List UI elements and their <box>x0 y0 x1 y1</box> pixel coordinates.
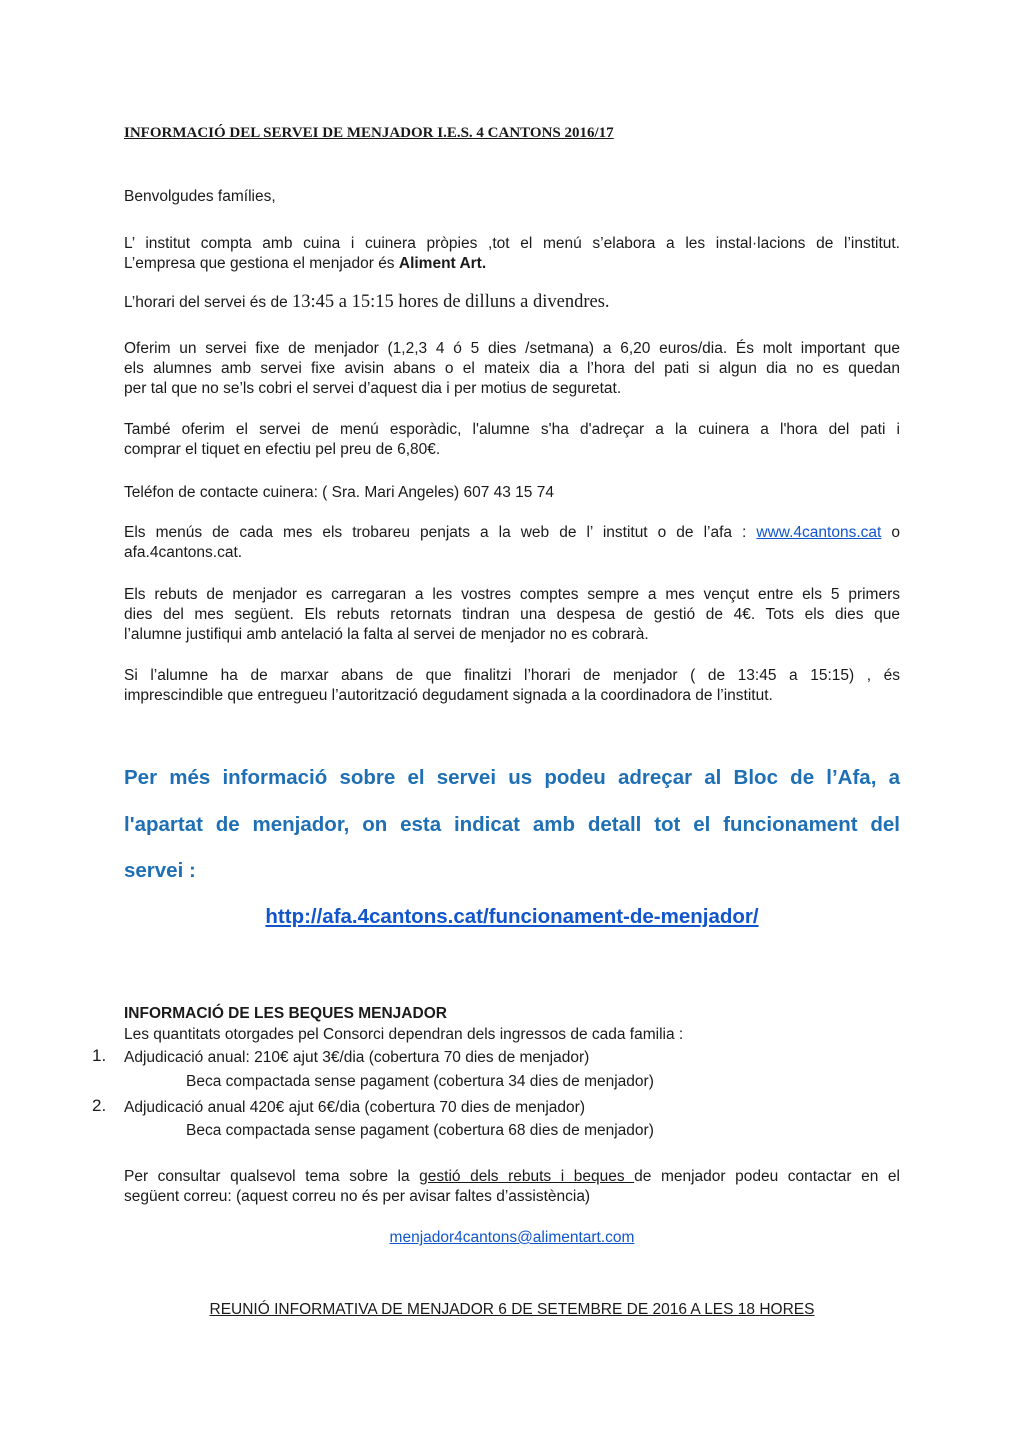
paragraph-kitchen-line1: L’ institut compta amb cuina i cuinera pròpies ,tot el menú s’elabora a les instal·lacions de l’institut. <box>124 235 900 252</box>
grant-item-sub: Beca compactada sense pagament (cobertura 34 dies de menjador) <box>186 1073 654 1090</box>
paragraph-early-leave <box>124 666 900 706</box>
paragraph-early-leave-line1: Si l’alumne ha de marxar abans de que finalitzi l’horari de menjador ( de 13:45 a 15:15) , és <box>124 667 900 684</box>
paragraph-receipts <box>124 585 900 645</box>
paragraph-fixed-line3: per tal que no se’ls cobri el servei d’aquest dia i per motius de seguretat. <box>124 380 622 397</box>
page-title: INFORMACIÓ DEL SERVEI DE MENJADOR I.E.S. 4 CANTONS 2016/17 <box>124 125 614 141</box>
email-line <box>0 1229 1024 1247</box>
afa-url-line <box>0 905 1024 929</box>
paragraph-contact-line1-suffix: de menjador podeu contactar en el <box>634 1168 900 1185</box>
paragraph-sporadic-line1: També oferim el servei de menú esporàdic, l'alumne s'ha d'adreçar a la cuinera a l'hora del pati i <box>124 421 900 438</box>
paragraph-menus-line1-suffix: o <box>881 524 900 541</box>
paragraph-contact-line2: següent correu: (aquest correu no és per avisar faltes d’assistència) <box>124 1188 591 1205</box>
grants-intro: Les quantitats otorgades pel Consorci dependran dels ingressos de cada familia : <box>124 1026 684 1043</box>
paragraph-early-leave-line2: imprescindible que entregueu l’autorització degudament signada a la coordinadora de l’institut. <box>124 687 773 704</box>
paragraph-fixed-line2: els alumnes amb servei fixe avisin abans o el mateix dia a l’hora del pati si algun dia no es quedan <box>124 360 900 377</box>
receipts-grants-underlined: gestió dels rebuts i beques <box>419 1168 635 1185</box>
paragraph-kitchen <box>124 234 900 274</box>
paragraph-contact-line1-text: Per consultar qualsevol tema sobre la <box>124 1168 420 1185</box>
cook-phone: Teléfon de contacte cuinera: ( Sra. Mari Angeles) 607 43 15 74 <box>124 484 554 501</box>
paragraph-contact <box>124 1167 900 1207</box>
paragraph-fixed-service <box>124 339 900 399</box>
grant-item-main: Adjudicació anual: 210€ ajut 3€/dia (cobertura 70 dies de menjador) <box>124 1049 590 1066</box>
grant-item-main: Adjudicació anual 420€ ajut 6€/dia (cobertura 70 dies de menjador) <box>124 1099 585 1116</box>
schedule-prefix: L’horari del servei és de <box>124 294 293 311</box>
grant-item-sub: Beca compactada sense pagament (cobertura 68 dies de menjador) <box>186 1122 654 1139</box>
email-link[interactable]: menjador4cantons@alimentart.com <box>389 1229 635 1246</box>
more-info-line2: l'apartat de menjador, on esta indicat amb detall tot el funcionament del <box>124 813 900 836</box>
paragraph-menus-line1-text: Els menús de cada mes els trobareu penjats a la web de l’ institut o de l’afa : <box>124 524 757 541</box>
paragraph-sporadic-line2: comprar el tiquet en efectiu pel preu de 6,80€. <box>124 441 441 458</box>
paragraph-sporadic-menu <box>124 420 900 460</box>
greeting: Benvolgudes famílies, <box>124 188 276 205</box>
school-website-link[interactable]: www.4cantons.cat <box>756 524 882 541</box>
afa-menjador-link[interactable]: http://afa.4cantons.cat/funcionament-de-menjador/ <box>265 905 759 928</box>
paragraph-menus <box>124 523 900 563</box>
paragraph-receipts-line3: l’alumne justifiqui amb antelació la falta al servei de menjador no es cobrarà. <box>124 626 649 643</box>
grant-item-number: 2. <box>92 1096 107 1115</box>
grants-heading: INFORMACIÓ DE LES BEQUES MENJADOR <box>124 1005 447 1022</box>
paragraph-menus-line2: afa.4cantons.cat. <box>124 544 243 561</box>
paragraph-contact-line1 <box>124 1167 900 1187</box>
paragraph-fixed-line1: Oferim un servei fixe de menjador (1,2,3 4 ó 5 dies /setmana) a 6,20 euros/dia. És molt important que <box>124 340 900 357</box>
paragraph-kitchen-line2-text: L’empresa que gestiona el menjador és <box>124 255 399 272</box>
company-name: Aliment Art. <box>398 255 487 272</box>
more-info-line3: servei : <box>124 859 196 882</box>
more-info-line1: Per més informació sobre el servei us podeu adreçar al Bloc de l’Afa, a <box>124 766 900 789</box>
paragraph-menus-line1 <box>124 523 900 543</box>
paragraph-kitchen-line2 <box>124 254 900 274</box>
paragraph-receipts-line1: Els rebuts de menjador es carregaran a les vostres comptes sempre a mes vençut entre els 5 primers <box>124 586 900 603</box>
paragraph-receipts-line2: dies del mes següent. Els rebuts retornats tindran una despesa de gestió de 4€. Tots els dies que <box>124 606 900 623</box>
schedule-hours: 13:45 a 15:15 hores de dilluns a divendres. <box>292 292 610 312</box>
grant-item-number: 1. <box>92 1046 107 1065</box>
meeting-announcement: REUNIÓ INFORMATIVA DE MENJADOR 6 DE SETEMBRE DE 2016 A LES 18 HORES <box>209 1301 815 1318</box>
schedule-line <box>124 292 610 313</box>
